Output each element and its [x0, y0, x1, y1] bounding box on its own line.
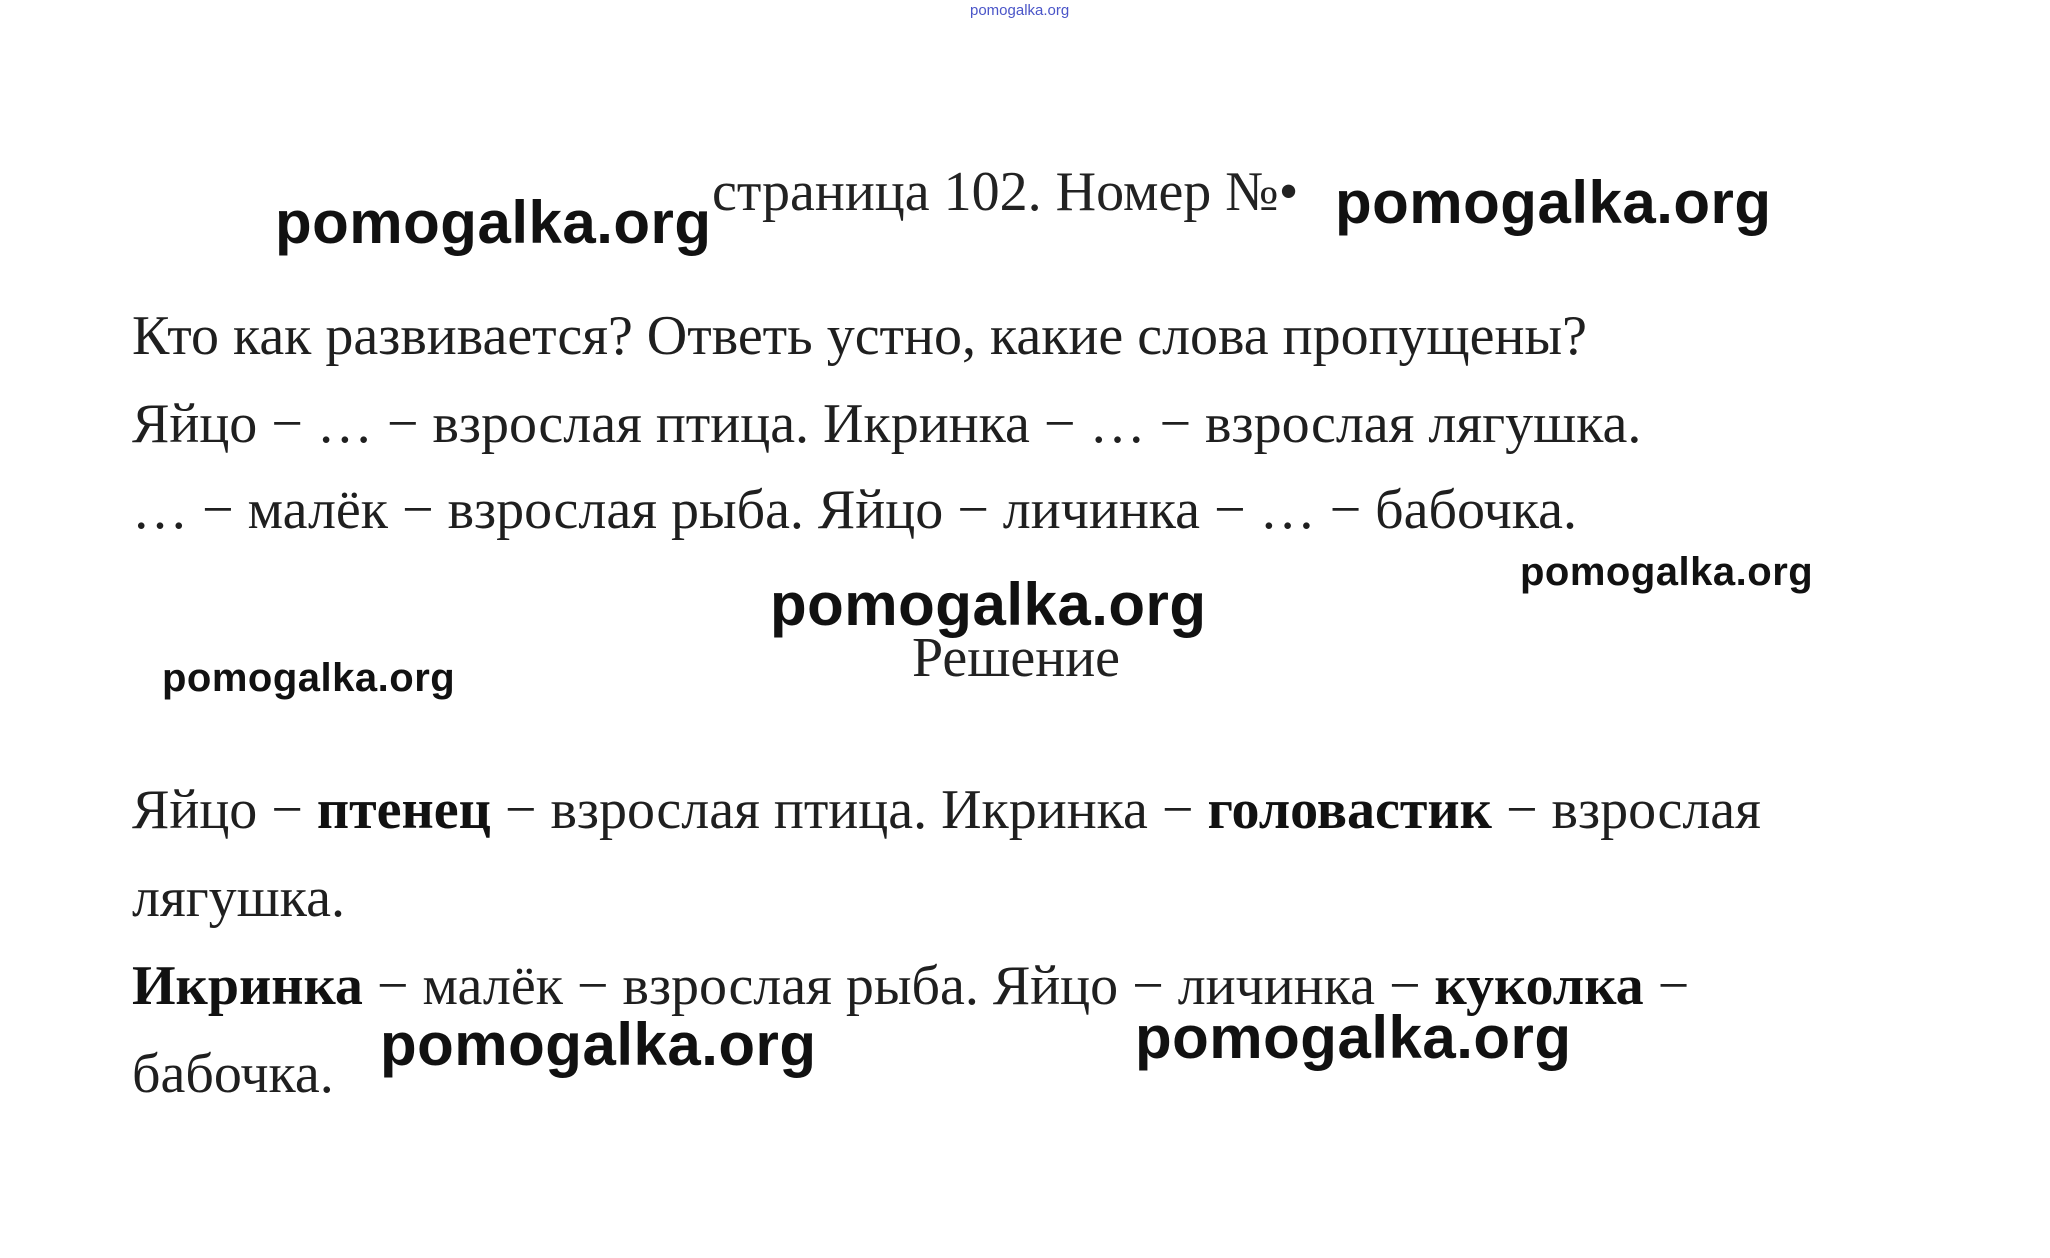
answer-word: птенец — [316, 779, 491, 841]
watermark: pomogalka.org — [770, 571, 1207, 638]
watermark: pomogalka.org — [1520, 550, 1814, 594]
task-line: Яйцо − … − взрослая птица. Икринка − … − взрослая лягушка. — [132, 393, 1642, 455]
answer-word: Икринка — [132, 955, 363, 1017]
answer-word: головастик — [1207, 779, 1492, 841]
answer-line — [132, 778, 1761, 842]
watermark: pomogalka.org — [162, 656, 456, 700]
task-line: … − малёк − взрослая рыба. Яйцо − личинка − … − бабочка. — [132, 479, 1577, 541]
answer-word: куколка — [1434, 955, 1644, 1017]
solution-heading: Решение — [912, 627, 1121, 689]
answer-line: лягушка. — [132, 867, 346, 929]
answer-text: Яйцо − — [132, 779, 317, 841]
watermark: pomogalka.org — [1135, 1004, 1572, 1071]
task-question: Кто как развивается? Ответь устно, какие слова пропущены? — [132, 305, 1587, 367]
watermark: pomogalka.org — [380, 1011, 817, 1078]
answer-text: − — [1643, 955, 1690, 1017]
site-link[interactable]: pomogalka.org — [970, 2, 1070, 19]
page-title: страница 102. Номер №• — [712, 161, 1299, 223]
watermark: pomogalka.org — [275, 189, 712, 256]
answer-text: − взрослая — [1491, 779, 1761, 841]
answer-text: − взрослая птица. Икринка − — [490, 779, 1208, 841]
watermark: pomogalka.org — [1335, 169, 1772, 236]
answer-line: бабочка. — [132, 1043, 334, 1105]
answer-text: − малёк − взрослая рыба. Яйцо − личинка − — [362, 955, 1435, 1017]
